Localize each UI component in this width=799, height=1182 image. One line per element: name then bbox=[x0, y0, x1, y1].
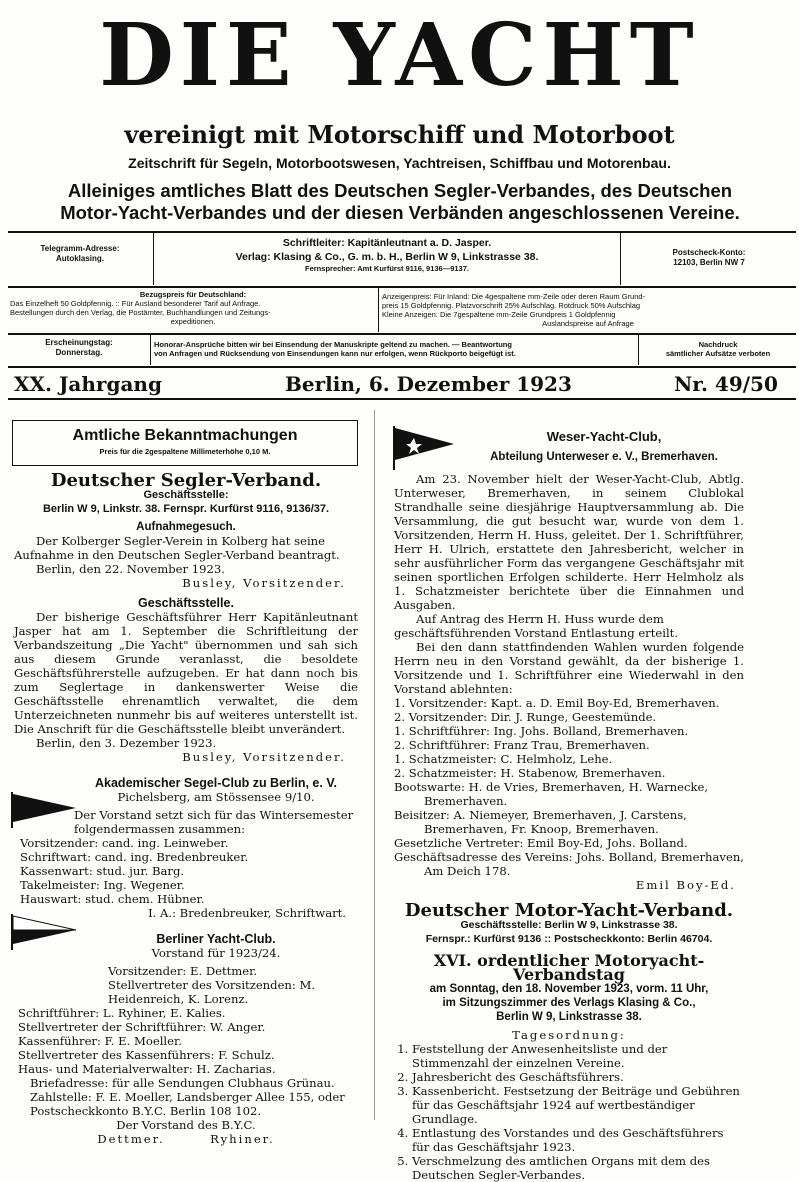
divider bbox=[620, 233, 621, 285]
office-text: Der bisherige Geschäftsführer Herr Kapitänleutnant Jasper hat am 1. September die Schriftleitung der Verbandszeitung „Die Yacht" übernommen und sah sich aus diesem Grunde veranlasst, die besoldete Geschäftsführerstelle aufzugeben. Er hat dann noch bis zum Seglertage in dankenswerter Weise die Geschäftsstelle ehrenamtlich verwaltet, die dem Unterzeichneten nunmehr bis auf weiteres unterstellt ist. Die Anschrift für die Geschäftsstelle bleibt unverändert. bbox=[14, 610, 358, 736]
box-subtitle: Preis für die 2gespaltene Millimeterhöhe 0,10 M. bbox=[99, 447, 271, 456]
agenda-item: 4. Entlastung des Vorstandes und des Geschäftsführers für das Geschäftsjahr 1923. bbox=[412, 1126, 744, 1154]
agenda-item: 2. Jahresbericht des Geschäftsführers. bbox=[412, 1070, 744, 1084]
postcheck-account: Postscheck-Konto: 12103, Berlin NW 7 bbox=[672, 248, 746, 267]
dmyv-title: Deutscher Motor-Yacht-Verband. bbox=[404, 900, 734, 921]
box-title: Amtliche Bekanntmachungen bbox=[72, 427, 298, 444]
right-column: Weser-Yacht-Club, Abteilung Unterweser e. V., Bremerhaven. Am 23. November hielt der Weser-Yacht-Club, Abtlg. Unterweser, Bremerhaven, in seinem Clublokal Strandhalle seine diesjährige Hauptversammlung ab. Die Versammlung, die gut besucht war, wurde von dem 1. Vorsitzenden, Herrn H. Huss, geleitet. Der 1. Schriftführer, Herr H. Ulrich, erstattete den Jahresbericht, welcher in sehr ausführlicher Form das vergangene Geschäftsjahr mit seinen sportlichen Erfolgen schilderte. Herr Helmholz als 1. Schatzmeister berichtete über die Einnahmen und Ausgaben. Auf Antrag des Herrn H. Huss wurde dem geschäftsführenden Vorstand Entlastung erteilt. Bei den dann stattfindenden Wahlen wurden folgende Herrn neu in den Vorstand gewählt, da der bisherige 1. Vorsitzende und 1. Schriftführer eine Wiederwahl in den Vorstand ablehnten: 1. Vorsitzender: Kapt. a. D. Emil Boy-Ed, Bremerhaven. 2. Vorsitzender: Dir. J. Runge, Geestemünde. 1. Schriftführer: Ing. Johs. Bolland, Bremerhaven. 2. Schriftführer: Franz Trau, Bremerhaven. 1. Schatzmeister: C. Helmholz, Lehe. 2. Schatzmeister: H. Stabenow, Bremerhaven. Bootswarte: H. de Vries, Bremerhaven, H. Warnecke, Bremerhaven. Beisitzer: A. Niemeyer, Bremerhaven, J. Carstens, Bremerhaven, Fr. Knoop, Bremerhaven. Gesetzliche Vertreter: Emil Boy-Ed, Johs. Bolland. Geschäftsadresse des Vereins: Johs. Bolland, Bremerhaven, Am Deich 178. Emil Boy-Ed. Deutscher Motor-Yacht-Verband. Geschäftsstelle: Berlin W 9, Linkstrasse 38. Fernspr.: Kurfürst 9136 :: Postscheckkonto: Berlin 46704. XVI. ordentlicher Motoryacht-Verbandstag am Sonntag, den 18. November 1923, vorm. 11 Uhr, im Sitzungszimmer des Verlags Klasing & Co., Berlin W 9, Linkstrasse 38. Tagesordnung: 1. Feststellung der Anwesenheitsliste und der Stimmenzahl der einzelnen Vereine. 2. Jahresbericht des Geschäftsführers. 3. Kassenbericht. Festsetzung der Beiträge und Gebühren für das Geschäftsjahr 1924 auf wertbeständiger Grundlage. 4. Entlastung des Vorstandes und des Geschäftsführers für das Geschäftsjahr 1923. 5. Verschmelzung des amtlichen Organs mit dem des Deutschen Segler-Verbandes. bbox=[394, 430, 744, 1182]
byc-title: Berliner Yacht-Club. bbox=[156, 932, 276, 946]
ad-price: Anzeigenpreis: Für Inland: Die 4gespaltene mm-Zeile oder deren Raum Grund- preis 15 Goldpfennig. Platzvorschrift 25% Aufschlag. Rotdruck 50% Aufschlag Kleine Anzeigen: Die 7gespaltene mm-Zeile Grundpreis 1 Goldpfennig Auslandspreise auf Anfrage bbox=[382, 292, 646, 328]
divider bbox=[378, 288, 379, 332]
publisher-block bbox=[156, 236, 618, 274]
volume: XX. Jahrgang bbox=[14, 372, 162, 396]
wyc-report: Am 23. November hielt der Weser-Yacht-Club, Abtlg. Unterweser, Bremerhaven, in seinem Clublokal Strandhalle seine diesjährige Hauptversammlung ab. Die Versammlung, die gut besucht war, wurde von dem 1. Vorsitzenden, Herrn H. Huss, geleitet. Der 1. Schriftführer, Herr H. Ulrich, erstattete den Jahresbericht, welcher in sehr ausführlicher Form das vergangene Geschäftsjahr mit seinen sportlichen Erfolgen schilderte. Herr Helmholz als 1. Schatzmeister berichtete über die Einnahmen und Ausgaben. bbox=[394, 472, 744, 612]
agenda-item: 5. Verschmelzung des amtlichen Organs mit dem des Deutschen Segler-Verbandes. bbox=[412, 1154, 744, 1182]
official-notice bbox=[10, 180, 790, 224]
wyc-title: Weser-Yacht-Club, bbox=[546, 429, 662, 444]
issue-number: Nr. 49/50 bbox=[674, 372, 778, 396]
divider bbox=[8, 231, 796, 233]
divider bbox=[8, 333, 796, 335]
reprint-notice: Nachdruck sämtlicher Aufsätze verboten bbox=[665, 340, 771, 358]
asc-title: Akademischer Segel-Club zu Berlin, e. V. bbox=[95, 776, 337, 790]
phone-line: Fernsprecher: Amt Kurfürst 9116, 9136—9137. bbox=[305, 264, 469, 273]
agenda-item: 3. Kassenbericht. Festsetzung der Beiträge und Gebühren für das Geschäftsjahr 1924 auf wertbeständiger Grundlage. bbox=[412, 1084, 744, 1126]
honorar-notice: Honorar-Ansprüche bitten wir bei Einsendung der Manuskripte geltend zu machen. — Beantwortung von Anfragen und Rücksendung von Einsendungen kann nur erfolgen, wenn Rückporto beigefügt ist. bbox=[154, 340, 516, 358]
byc-board: Vorsitzender: E. Dettmer. Stellvertreter des Vorsitzenden: M. Heidenreich, K. Lorenz. Schriftführer: L. Ryhiner, E. Kalies. Stellvertreter der Schriftführer: W. Anger. Kassenführer: F. E. Moeller. Stellvertreter des Kassenführers: F. Schulz. Haus- und Materialverwalter: H. Zacharias. Briefadresse: für alle Sendungen Clubhaus Grünau. Zahlstelle: F. E. Moeller, Landsberger Allee 155, oder Postscheckkonto B.Y.C. Berlin 108 102. bbox=[18, 964, 345, 1118]
column-divider bbox=[374, 410, 375, 1120]
dsv-title: Deutscher Segler-Verband. bbox=[50, 470, 322, 491]
issue-date: Berlin, 6. Dezember 1923 bbox=[285, 372, 572, 396]
left-column: Deutscher Segler-Verband. Geschäftsstelle: Berlin W 9, Linkstr. 38. Fernspr. Kurfürst 9116, 9136/37. Aufnahmegesuch. Der Kolberger Segler-Verein in Kolberg hat seine Aufnahme in den Deutschen Segler-Verband beantragt. Berlin, den 22. November 1923. Busley, Vorsitzender. Geschäftsstelle. Der bisherige Geschäftsführer Herr Kapitänleutnant Jasper hat am 1. September die Schriftleitung der Verbandszeitung „Die Yacht" übernommen und sah sich aus diesem Grunde veranlasst, die besoldete Geschäftsführerstelle aufzugeben. Er hat dann noch bis zum Seglertage in dankenswerter Weise die Geschäftsstelle ehrenamtlich verwaltet, die dem Unterzeichneten nunmehr bis auf weiteres unterstellt ist. Die Anschrift für die Geschäftsstelle bleibt unverändert. Berlin, den 3. Dezember 1923. Busley, Vorsitzender. Akademischer Segel-Club zu Berlin, e. V. Pichelsberg, am Stössensee 9/10. Der Vorstand setzt sich für das Wintersemester folgendermassen zusammen: Vorsitzender: cand. ing. Leinweber. Schriftwart: cand. ing. Bredenbreuker. Kassenwart: stud. jur. Barg. Takelmeister: Ing. Wegener. Hauswart: stud. chem. Hübner. I. A.: Bredenbreuker, Schriftwart. Berliner Yacht-Club. Vorstand für 1923/24. Vorsitzender: E. Dettmer. Stellvertreter des Vorsitzenden: M. Heidenreich, K. Lorenz. Schriftführer: L. Ryhiner, E. Kalies. Stellvertreter der Schriftführer: W. Anger. Kassenführer: F. E. Moeller. Stellvertreter des Kassenführers: F. Schulz. Haus- und Materialverwalter: H. Zacharias. Briefadresse: für alle Sendungen Clubhaus Grünau. Zahlstelle: F. E. Moeller, Landsberger Allee 155, oder Postscheckkonto B.Y.C. Berlin 108 102. Der Vorstand des B.Y.C. Dettmer. Ryhiner. bbox=[14, 470, 358, 1146]
wyc-subtitle: Abteilung Unterweser e. V., Bremerhaven. bbox=[490, 451, 718, 463]
agenda-item: 1. Feststellung der Anwesenheitsliste und der Stimmenzahl der einzelnen Vereine. bbox=[412, 1042, 744, 1070]
masthead-subtitle: vereinigt mit Motorschiff und Motorboot bbox=[124, 120, 675, 149]
telegram-address: Telegramm-Adresse: Autoklasing. bbox=[40, 244, 120, 263]
club-burgee-icon bbox=[10, 912, 80, 952]
masthead-title: DIE YACHT bbox=[99, 5, 700, 106]
dmyv-phone: Fernspr.: Kurfürst 9136 :: Postscheckkonto: Berlin 46704. bbox=[425, 933, 713, 945]
official-line-1: Alleiniges amtliches Blatt des Deutschen Segler-Verbandes, des Deutschen bbox=[67, 180, 733, 201]
official-line-2: Motor-Yacht-Verbandes und der diesen Verbänden angeschlossenen Vereine. bbox=[60, 202, 740, 223]
publisher-line: Verlag: Klasing & Co., G. m. b. H., Berlin W 9, Linkstrasse 38. bbox=[235, 251, 539, 263]
club-burgee-icon bbox=[10, 790, 80, 830]
divider bbox=[153, 233, 154, 285]
divider bbox=[150, 335, 151, 365]
divider bbox=[638, 335, 639, 365]
asc-intro: Der Vorstand setzt sich für das Wintersemester folgendermassen zusammen: bbox=[74, 808, 354, 836]
wyc-board: 1. Vorsitzender: Kapt. a. D. Emil Boy-Ed, Bremerhaven. 2. Vorsitzender: Dir. J. Runge, Geestemünde. 1. Schriftführer: Ing. Johs. Bolland, Bremerhaven. 2. Schriftführer: Franz Trau, Bremerhaven. 1. Schatzmeister: C. Helmholz, Lehe. 2. Schatzmeister: H. Stabenow, Bremerhaven. Bootswarte: H. de Vries, Bremerhaven, H. Warnecke, Bremerhaven. Beisitzer: A. Niemeyer, Bremerhaven, J. Carstens, Bremerhaven, Fr. Knoop, Bremerhaven. Gesetzliche Vertreter: Emil Boy-Ed, Johs. Bolland. Geschäftsadresse des Vereins: Johs. Bolland, Bremerhaven, Am Deich 178. bbox=[394, 696, 744, 878]
divider bbox=[8, 286, 796, 288]
application-text: Der Kolberger Segler-Verein in Kolberg hat seine Aufnahme in den Deutschen Segler-Verband beantragt. bbox=[14, 534, 340, 562]
assembly-title: XVI. ordentlicher Motoryacht-Verbandstag bbox=[433, 951, 705, 984]
editor-line: Schriftleiter: Kapitänleutnant a. D. Jasper. bbox=[282, 237, 492, 249]
agenda-list bbox=[394, 1042, 744, 1182]
publication-day: Erscheinungstag: Donnerstag. bbox=[45, 338, 113, 357]
masthead-tagline: Zeitschrift für Segeln, Motorbootswesen, Yachtreisen, Schiffbau und Motorenbau. bbox=[128, 155, 671, 171]
divider bbox=[8, 366, 796, 368]
divider bbox=[8, 398, 796, 400]
agenda-heading: Tagesordnung: bbox=[512, 1028, 626, 1042]
asc-board: Vorsitzender: cand. ing. Leinweber. Schriftwart: cand. ing. Bredenbreuker. Kassenwart: stud. jur. Barg. Takelmeister: Ing. Wegener. Hauswart: stud. chem. Hübner. bbox=[20, 836, 249, 906]
application-heading: Aufnahmegesuch. bbox=[136, 521, 236, 533]
subscription-price: Bezugspreis für Deutschland: Das Einzelheft 50 Goldpfennig. :: Für Ausland besonderer Tarif auf Anfrage. Bestellungen durch den Verlag, die Postämter, Buchhandlungen und Zeitungs- expeditionen. bbox=[10, 290, 271, 326]
office-heading: Geschäftsstelle. bbox=[138, 596, 234, 610]
dsv-address: Berlin W 9, Linkstr. 38. Fernspr. Kurfürst 9116, 9136/37. bbox=[42, 503, 330, 515]
official-announcements-box bbox=[12, 420, 358, 466]
